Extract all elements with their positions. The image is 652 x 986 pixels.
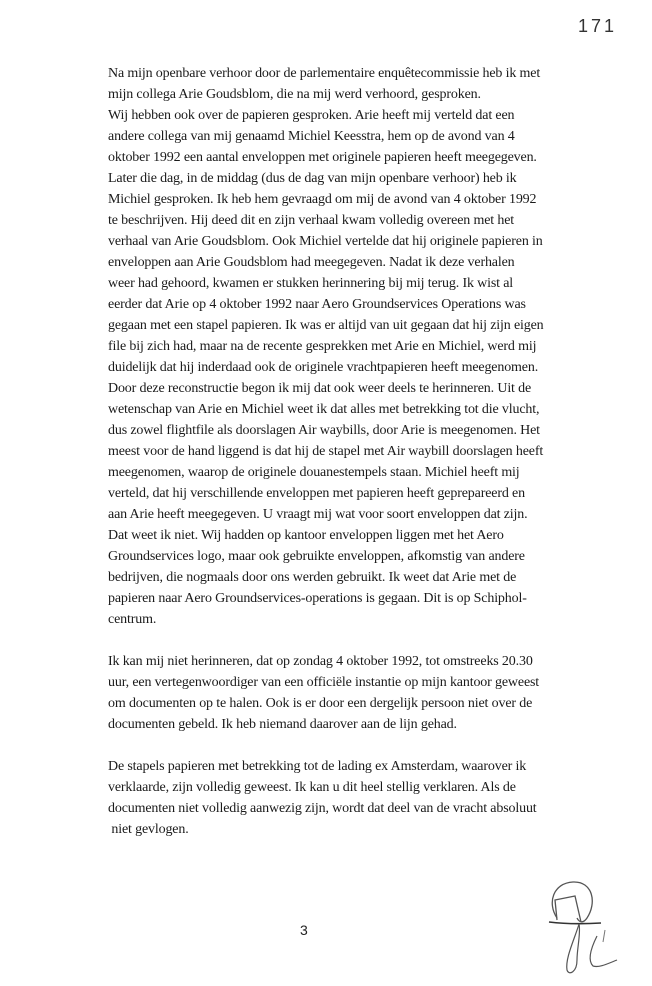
text-line: Wij hebben ook over de papieren gesproken. Arie heeft mij verteld dat een bbox=[108, 108, 515, 123]
paragraph-2 bbox=[108, 651, 628, 735]
text-line: papieren naar Aero Groundservices-operations is gegaan. Dit is op Schiphol- bbox=[108, 591, 527, 606]
text-line: aan Arie heeft meegegeven. U vraagt mij wat voor soort enveloppen dat zijn. bbox=[108, 507, 528, 522]
text-line: Door deze reconstructie begon ik mij dat ook weer deels te herinneren. Uit de bbox=[108, 381, 532, 396]
text-line: niet gevlogen. bbox=[108, 822, 189, 837]
text-line: Dat weet ik niet. Wij hadden op kantoor enveloppen liggen met het Aero bbox=[108, 528, 504, 543]
text-line: documenten niet volledig aanwezig zijn, wordt dat deel van de vracht absoluut bbox=[108, 801, 537, 816]
text-line: enveloppen aan Arie Goudsblom had meegegeven. Nadat ik deze verhalen bbox=[108, 255, 515, 270]
handwritten-signature-icon bbox=[535, 878, 625, 978]
text-line: te beschrijven. Hij deed dit en zijn verhaal kwam volledig overeen met het bbox=[108, 213, 515, 228]
text-line: Ik kan mij niet herinneren, dat op zondag 4 oktober 1992, tot omstreeks 20.30 bbox=[108, 654, 533, 669]
paragraph-gap bbox=[108, 630, 628, 651]
text-line: eerder dat Arie op 4 oktober 1992 naar Aero Groundservices Operations was bbox=[108, 297, 526, 312]
text-line: mijn collega Arie Goudsblom, die na mij werd verhoord, gesproken. bbox=[108, 87, 481, 102]
text-line: Later die dag, in de middag (dus de dag van mijn openbare verhoor) heb ik bbox=[108, 171, 517, 186]
page-number-top: 171 bbox=[578, 16, 618, 36]
text-line: gegaan met een stapel papieren. Ik was er altijd van uit gegaan dat hij zijn eigen bbox=[108, 318, 544, 333]
text-line: om documenten op te halen. Ook is er door een dergelijk persoon niet over de bbox=[108, 696, 533, 711]
paragraph-gap bbox=[108, 735, 628, 756]
text-line: documenten gebeld. Ik heb niemand daarover aan de lijn gehad. bbox=[108, 717, 457, 732]
text-line: dus zowel flightfile als doorslagen Air waybills, door Arie is meegenomen. Het bbox=[108, 423, 540, 438]
text-line: Na mijn openbare verhoor door de parlementaire enquêtecommissie heb ik met bbox=[108, 66, 541, 81]
text-line: verklaarde, zijn volledig geweest. Ik kan u dit heel stellig verklaren. Als de bbox=[108, 780, 516, 795]
text-line: verteld, dat hij verschillende enveloppen met papieren heeft geprepareerd en bbox=[108, 486, 525, 501]
text-line: meegenomen, waarop de originele douanestempels staan. Michiel heeft mij bbox=[108, 465, 520, 480]
text-line: wetenschap van Arie en Michiel weet ik dat alles met betrekking tot die vlucht, bbox=[108, 402, 540, 417]
text-line: verhaal van Arie Goudsblom. Ook Michiel vertelde dat hij originele papieren in bbox=[108, 234, 543, 249]
paragraph-1 bbox=[108, 63, 628, 630]
text-line: bedrijven, die nogmaals door ons werden gebruikt. Ik weet dat Arie met de bbox=[108, 570, 517, 585]
text-line: oktober 1992 een aantal enveloppen met originele papieren heeft meegegeven. bbox=[108, 150, 537, 165]
text-line: andere collega van mij genaamd Michiel Keesstra, hem op de avond van 4 bbox=[108, 129, 515, 144]
text-line: Michiel gesproken. Ik heb hem gevraagd om mij de avond van 4 oktober 1992 bbox=[108, 192, 537, 207]
text-line: file bij zich had, maar na de recente gesprekken met Arie en Michiel, werd mij bbox=[108, 339, 537, 354]
text-line: Groundservices logo, maar ook gebruikte enveloppen, afkomstig van andere bbox=[108, 549, 525, 564]
paragraph-3 bbox=[108, 756, 628, 840]
page-number-bottom: 3 bbox=[300, 922, 308, 938]
text-line: weer had gehoord, kwamen er stukken herinnering bij mij terug. Ik wist al bbox=[108, 276, 514, 291]
text-line: De stapels papieren met betrekking tot de lading ex Amsterdam, waarover ik bbox=[108, 759, 527, 774]
text-line: duidelijk dat hij inderdaad ook de originele vrachtpapieren heeft meegenomen. bbox=[108, 360, 539, 375]
text-line: centrum. bbox=[108, 612, 157, 627]
statement-body bbox=[108, 63, 628, 840]
text-line: uur, een vertegenwoordiger van een officiële instantie op mijn kantoor geweest bbox=[108, 675, 540, 690]
text-line: meest voor de hand liggend is dat hij de stapel met Air waybill doorslagen heeft bbox=[108, 444, 544, 459]
